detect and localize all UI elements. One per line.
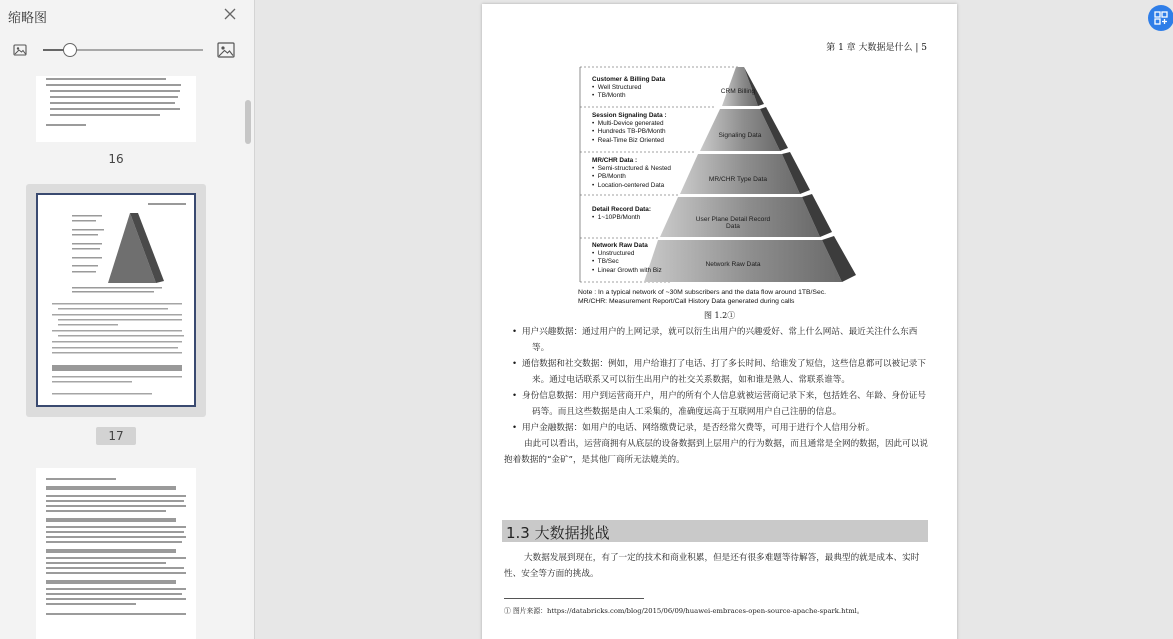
pyramid-layer-4-text: Detail Record Data: • 1~10PB/Month: [592, 206, 651, 222]
image-large-icon[interactable]: [216, 40, 236, 60]
slider-thumb[interactable]: [63, 43, 77, 57]
thumbnail-panel: [0, 0, 255, 639]
paragraph: 大数据发展到现在，有了一定的技术和商业积累，但是还有很多难题等待解答，最典型的就是成本、实时性、安全等方面的挑战。: [504, 553, 920, 579]
pyramid-label-crm: CRM Billing: [720, 88, 756, 95]
thumbnail-scrollbar[interactable]: [245, 100, 251, 144]
pyramid-label-mrchr: MR/CHR Type Data: [708, 176, 768, 183]
image-small-icon[interactable]: [12, 42, 28, 58]
document-viewer[interactable]: [256, 0, 1173, 639]
figure-note: Note : In a typical network of ~30M subscribers and the data flow around 1TB/Sec. MR/CHR: Measurement Report/Call History Data generated during calls: [578, 289, 827, 305]
section-heading: [502, 520, 928, 542]
pyramid-layer-1-text: Customer & Billing Data • Well Structured • TB/Month: [592, 76, 666, 100]
thumbnail-page-label: 16: [108, 152, 124, 166]
list-item: • 用户金融数据：如用户的电话、网络缴费记录，是否经常欠费等，可用于进行个人信用分析。: [504, 420, 930, 436]
section-title: 1.3 大数据挑战: [506, 524, 610, 542]
thumbnail-page-18[interactable]: [36, 468, 196, 639]
footnote-divider: [504, 598, 644, 599]
app-floating-icon[interactable]: [1148, 5, 1173, 31]
thumbnail-zoom-slider[interactable]: [43, 49, 203, 51]
thumbnail-page-16[interactable]: [36, 76, 196, 142]
pyramid-layer-5-text: Network Raw Data • Unstructured • TB/Sec • Linear Growth with Biz: [592, 242, 662, 274]
thumbnail-preview: [38, 195, 194, 405]
pyramid-label-signaling: Signaling Data: [718, 132, 762, 139]
footnote: ① 图片来源：https://databricks.com/blog/2015/06/09/huawei-embraces-open-source-apache-spark.html。: [504, 607, 864, 615]
list-item: • 通信数据和社交数据：例如，用户给谁打了电话、打了多长时间、给谁发了短信，这些信息都可以被记录下来。通过电话联系又可以衍生出用户的社交关系数据，如和谁是熟人、常联系谁等。: [504, 356, 930, 388]
close-icon[interactable]: [222, 6, 238, 22]
pyramid-figure: [482, 64, 957, 309]
list-item: • 身份信息数据：用户到运营商开户，用户的所有个人信息就被运营商记录下来，包括姓名、年龄、身份证号码等。而且这些数据是由人工采集的，准确度远高于互联网用户自己注册的信息。: [504, 388, 930, 420]
pyramid-label-user-plane: User Plane Detail Record Data: [695, 216, 771, 230]
thumbnail-page-label-active: 17: [96, 427, 136, 445]
pyramid-layer-2-text: Session Signaling Data : • Multi-Device generated • Hundreds TB-PB/Month • Real-Time Biz Oriented: [592, 112, 667, 144]
thumbnail-panel-title: 缩略图: [8, 11, 48, 26]
running-header: 第 1 章 大数据是什么 | 5: [826, 43, 927, 53]
pyramid-layer-3-text: MR/CHR Data : • Semi-structured & Nested • PB/Month • Location-centered Data: [592, 157, 671, 189]
thumbnail-zoom-toolbar: [0, 36, 255, 64]
pyramid-label-network-raw: Network Raw Data: [705, 261, 761, 268]
figure-caption: 图 1.2①: [704, 311, 736, 320]
bullet-list: [504, 324, 930, 468]
thumbnail-page-17[interactable]: [36, 193, 196, 407]
list-item: • 用户兴趣数据：通过用户的上网记录，就可以衍生出用户的兴趣爱好、常上什么网站、最近关注什么东西等。: [504, 324, 930, 356]
thumbnail-panel-header: [0, 0, 255, 32]
document-page: [482, 4, 957, 639]
paragraph: 由此可以看出，运营商拥有从底层的设备数据到上层用户的行为数据，而且通常是全网的数据，因此可以说抱着数据的“金矿”，是其他厂商所无法媲美的。: [504, 439, 928, 465]
